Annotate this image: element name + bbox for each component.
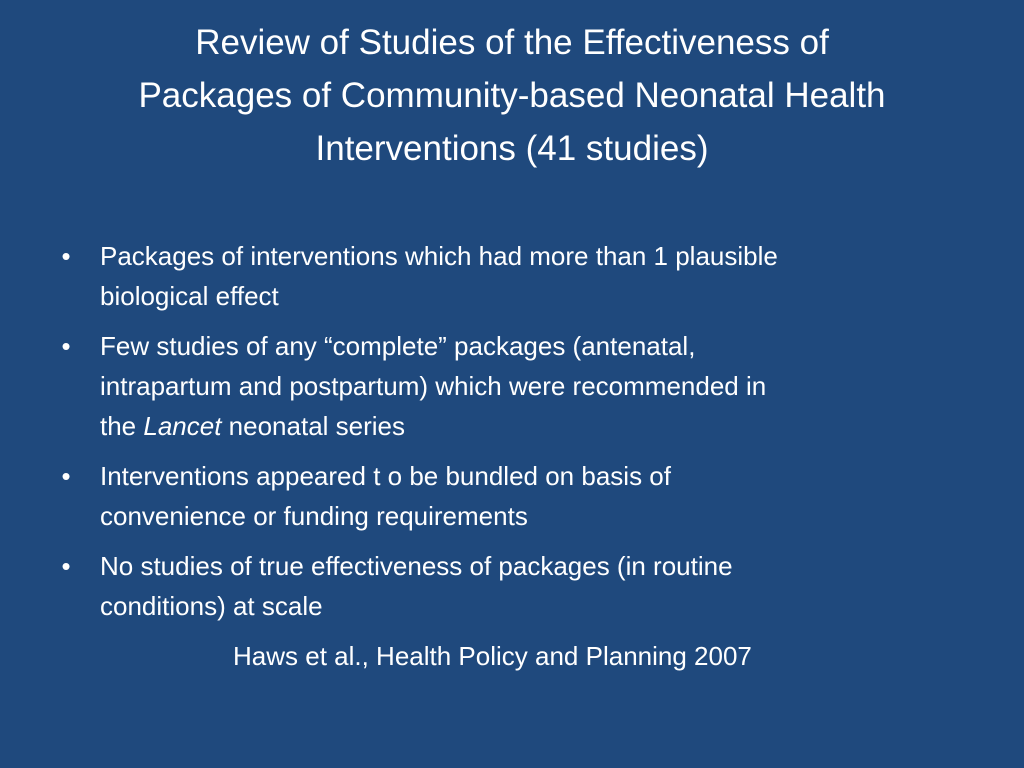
slide-title-line-2: Packages of Community-based Neonatal Health (138, 76, 886, 115)
bullet-line: No studies of true effectiveness of packages (in routine (100, 551, 733, 581)
bullet-line: conditions) at scale (100, 591, 323, 621)
bullet-item (56, 456, 956, 536)
slide-title-line-1: Review of Studies of the Effectiveness of (195, 23, 829, 62)
slide-title-line-3: Interventions (41 studies) (315, 129, 709, 168)
bullet-list (56, 236, 956, 636)
bullet-line: biological effect (100, 281, 279, 311)
bullet-line (100, 406, 956, 446)
bullet-line: convenience or funding requirements (100, 501, 528, 531)
bullet-line: Packages of interventions which had more than 1 plausible (100, 241, 778, 271)
bullet-line: Interventions appeared t o be bundled on basis of (100, 461, 671, 491)
bullet-icon: • (61, 551, 71, 581)
slide-title (40, 16, 984, 175)
journal-name: Lancet (143, 411, 222, 441)
bullet-line: intrapartum and postpartum) which were recommended in (100, 371, 767, 401)
bullet-icon: • (61, 461, 71, 491)
bullet-item (56, 326, 956, 446)
citation: Haws et al., Health Policy and Planning 2007 (233, 641, 752, 671)
bullet-item (56, 236, 956, 316)
bullet-line-prefix: the (100, 411, 144, 441)
bullet-icon: • (61, 241, 71, 271)
bullet-icon: • (61, 331, 71, 361)
bullet-line-suffix: neonatal series (221, 411, 406, 441)
bullet-line: Few studies of any “complete” packages (antenatal, (100, 331, 696, 361)
bullet-item (56, 546, 956, 626)
